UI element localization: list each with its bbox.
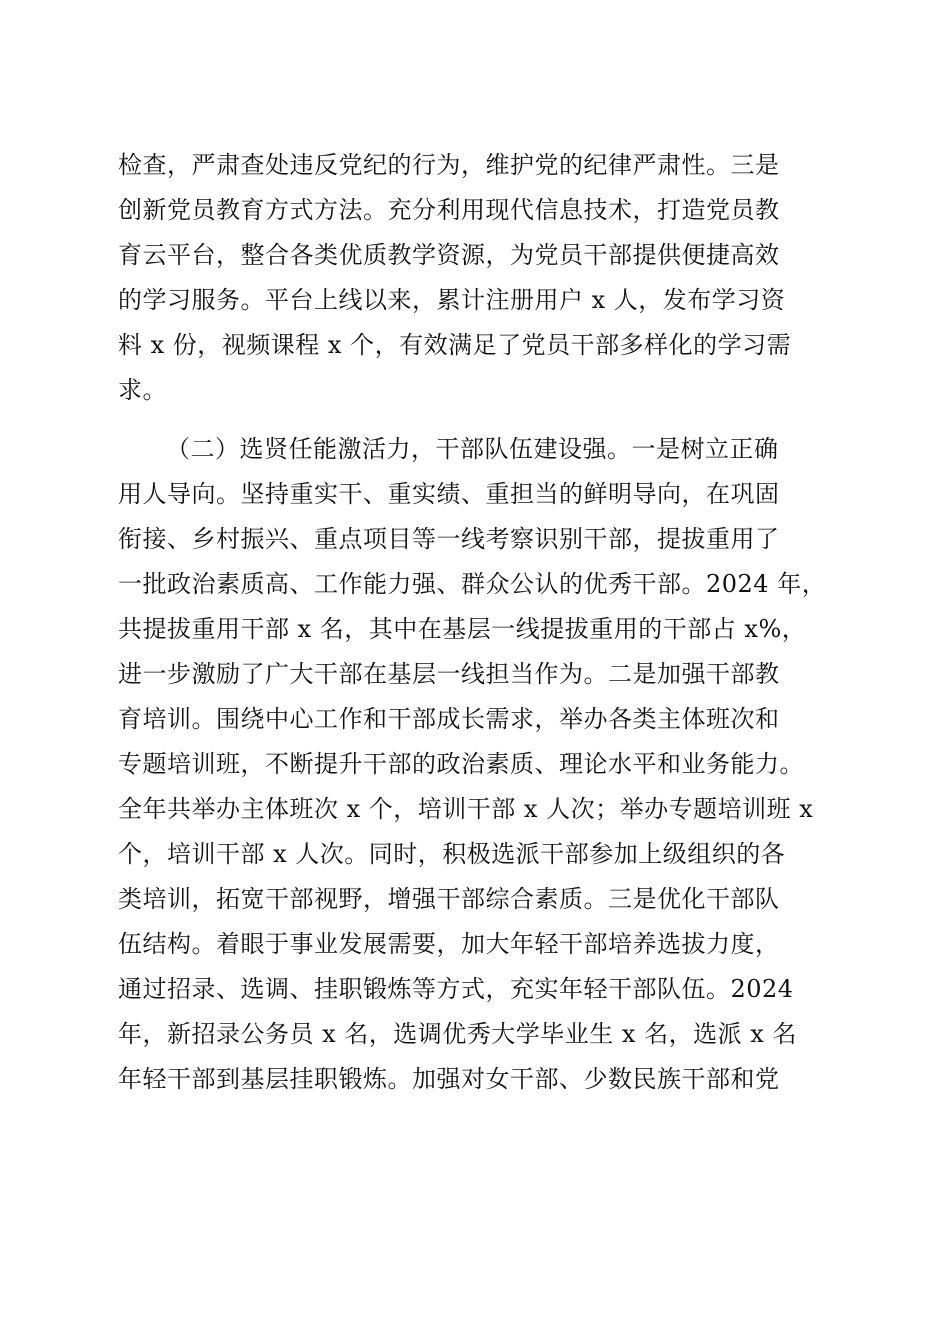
text-line: 年，新招录公务员 x 名，选调优秀大学毕业生 x 名，选派 x 名 (118, 1020, 797, 1048)
text-line: 共提拔重用干部 x 名，其中在基层一线提拔重用的干部占 x%， (118, 615, 807, 643)
text-line: 育培训。围绕中心工作和干部成长需求，举办各类主体班次和 (118, 705, 780, 733)
text-line: 检查，严肃查处违反党纪的行为，维护党的纪律严肃性。三是 (118, 151, 780, 179)
text-line: 用人导向。坚持重实干、重实绩、重担当的鲜明导向，在巩固 (118, 480, 780, 508)
text-line: 全年共举办主体班次 x 个，培训干部 x 人次；举办专题培训班 x (118, 795, 814, 823)
text-line: 类培训，拓宽干部视野，增强干部综合素质。三是优化干部队 (118, 885, 780, 913)
paragraph-cadre-team (118, 427, 838, 1102)
text-line: 伍结构。着眼于事业发展需要，加大年轻干部培养选拔力度， (118, 930, 780, 958)
text-line: 进一步激励了广大干部在基层一线担当作为。二是加强干部教 (118, 660, 780, 688)
text-line: 个，培训干部 x 人次。同时，积极选派干部参加上级组织的各 (118, 840, 786, 868)
paragraph-gap (118, 413, 838, 427)
text-line: 的学习服务。平台上线以来，累计注册用户 x 人，发布学习资 (118, 286, 786, 314)
document-body (118, 143, 838, 1102)
text-line: 年轻干部到基层挂职锻炼。加强对女干部、少数民族干部和党 (118, 1065, 780, 1093)
text-line: 通过招录、选调、挂职锻炼等方式，充实年轻干部队伍。2024 (118, 975, 794, 1003)
paragraph-party-education (118, 143, 838, 413)
text-line: 求。 (118, 376, 167, 404)
text-line: 育云平台，整合各类优质教学资源，为党员干部提供便捷高效 (118, 241, 780, 269)
text-line: 衔接、乡村振兴、重点项目等一线考察识别干部，提拔重用了 (118, 525, 780, 553)
text-line: 一批政治素质高、工作能力强、群众公认的优秀干部。2024 年， (118, 570, 827, 598)
section-heading-line: （二）选贤任能激活力，干部队伍建设强。一是树立正确 (166, 435, 779, 463)
text-line: 专题培训班，不断提升干部的政治素质、理论水平和业务能力。 (118, 750, 804, 778)
text-line: 料 x 份，视频课程 x 个，有效满足了党员干部多样化的学习需 (118, 331, 792, 359)
text-line: 创新党员教育方式方法。充分利用现代信息技术，打造党员教 (118, 196, 780, 224)
